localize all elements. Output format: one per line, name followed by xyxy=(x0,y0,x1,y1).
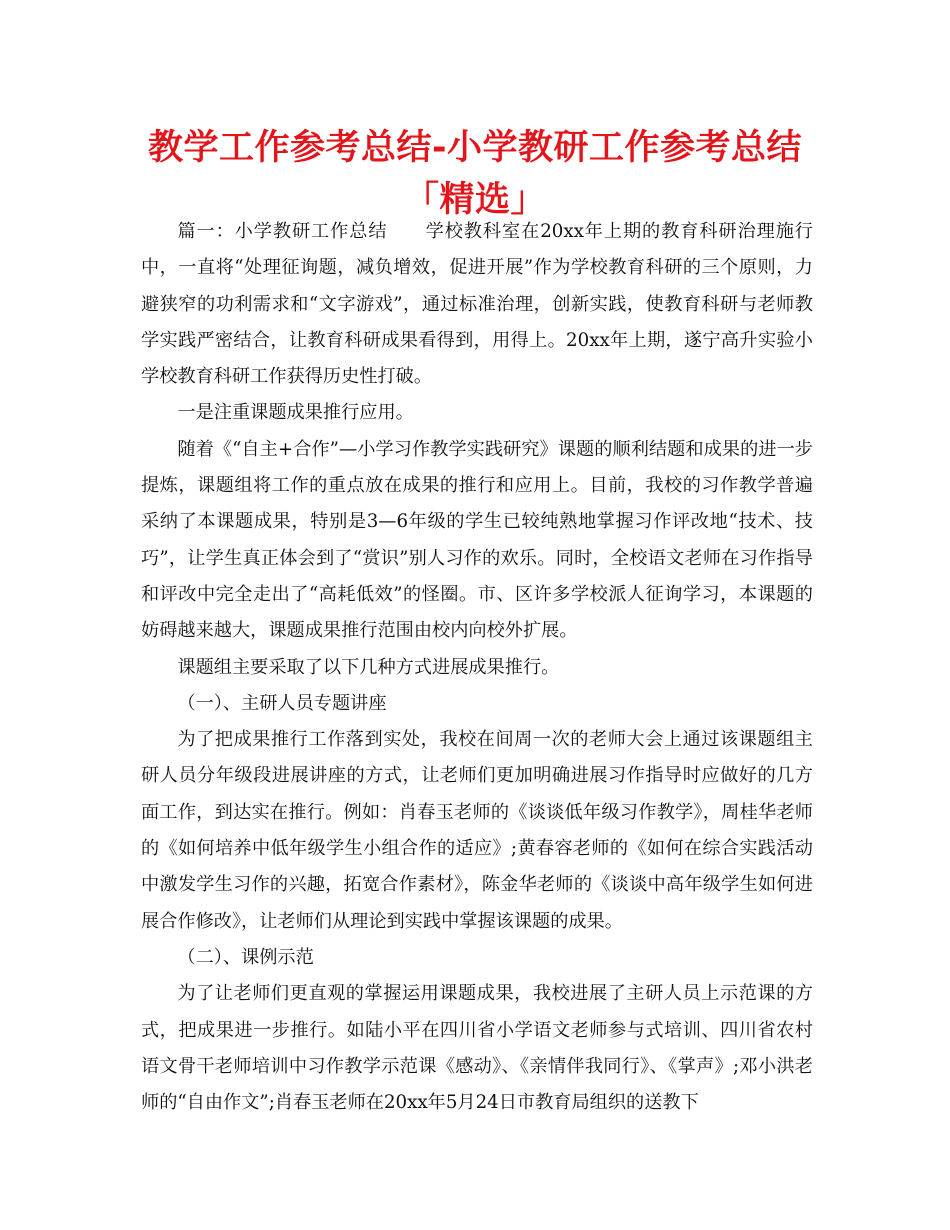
section-heading-demo-lessons: （二）、课例示范 xyxy=(177,946,314,968)
paragraph-methods-intro: 课题组主要采取了以下几种方式进展成果推行。 xyxy=(177,656,560,678)
paragraph-demo-lessons: 为了让老师们更直观的掌握运用课题成果，我校进展了主研人员上示范课的方式，把成果进一步推行。如陆小平在四川省小学语文老师参与式培训、四川省农村语文骨干老师培训中习作教学示范课《感动》、《亲情伴我同行》、《掌声》;邓小洪老师的“自由作文”;肖春玉老师在20xx年5月24日市教育局组织的送教下 xyxy=(141,983,813,1114)
document-body xyxy=(141,214,813,1121)
paragraph-point-one: 一是注重课题成果推行应用。 xyxy=(177,402,414,424)
paragraph-intro: 篇一：小学教研工作总结 学校教科室在20xx年上期的教育科研治理施行中，一直将“处理征询题，减负增效，促进开展”作为学校教育科研的三个原则，力避狭窄的功利需求和“文字游戏”，通过标准治理，创新实践，使教育科研与老师教学实践严密结合，让教育科研成果看得到，用得上。20xx年上期，遂宁高升实验小学校教育科研工作获得历史性打破。 xyxy=(141,221,813,388)
paragraph-project-promotion: 随着《“自主+合作”—小学习作教学实践研究》课题的顺利结题和成果的进一步提炼，课题组将工作的重点放在成果的推行和应用上。目前，我校的习作教学普遍采纳了本课题成果，特别是3—6年级的学生已较纯熟地掌握习作评改地“技术、技巧”，让学生真正体会到了“赏识”别人习作的欢乐。同时，全校语文老师在习作指导和评改中完全走出了“高耗低效”的怪圈。市、区许多学校派人征询学习，本课题的妨碍越来越大，课题成果推行范围由校内向校外扩展。 xyxy=(141,438,813,642)
paragraph-lectures: 为了把成果推行工作落到实处，我校在间周一次的老师大会上通过该课题组主研人员分年级段进展讲座的方式，让老师们更加明确进展习作指导时应做好的几方面工作，到达实在推行。例如：肖春玉老师的《谈谈低年级习作教学》，周桂华老师的《如何培养中低年级学生小组合作的适应》;黄春容老师的《如何在综合实践活动中激发学生习作的兴趣，拓宽合作素材》，陈金华老师的《谈谈中高年级学生如何进展合作修改》，让老师们从理论到实践中掌握该课题的成果。 xyxy=(141,729,813,932)
document-title: 教学工作参考总结-小学教研工作参考总结「精选」 xyxy=(147,128,803,220)
section-heading-lectures: （一）、主研人员专题讲座 xyxy=(177,692,387,714)
